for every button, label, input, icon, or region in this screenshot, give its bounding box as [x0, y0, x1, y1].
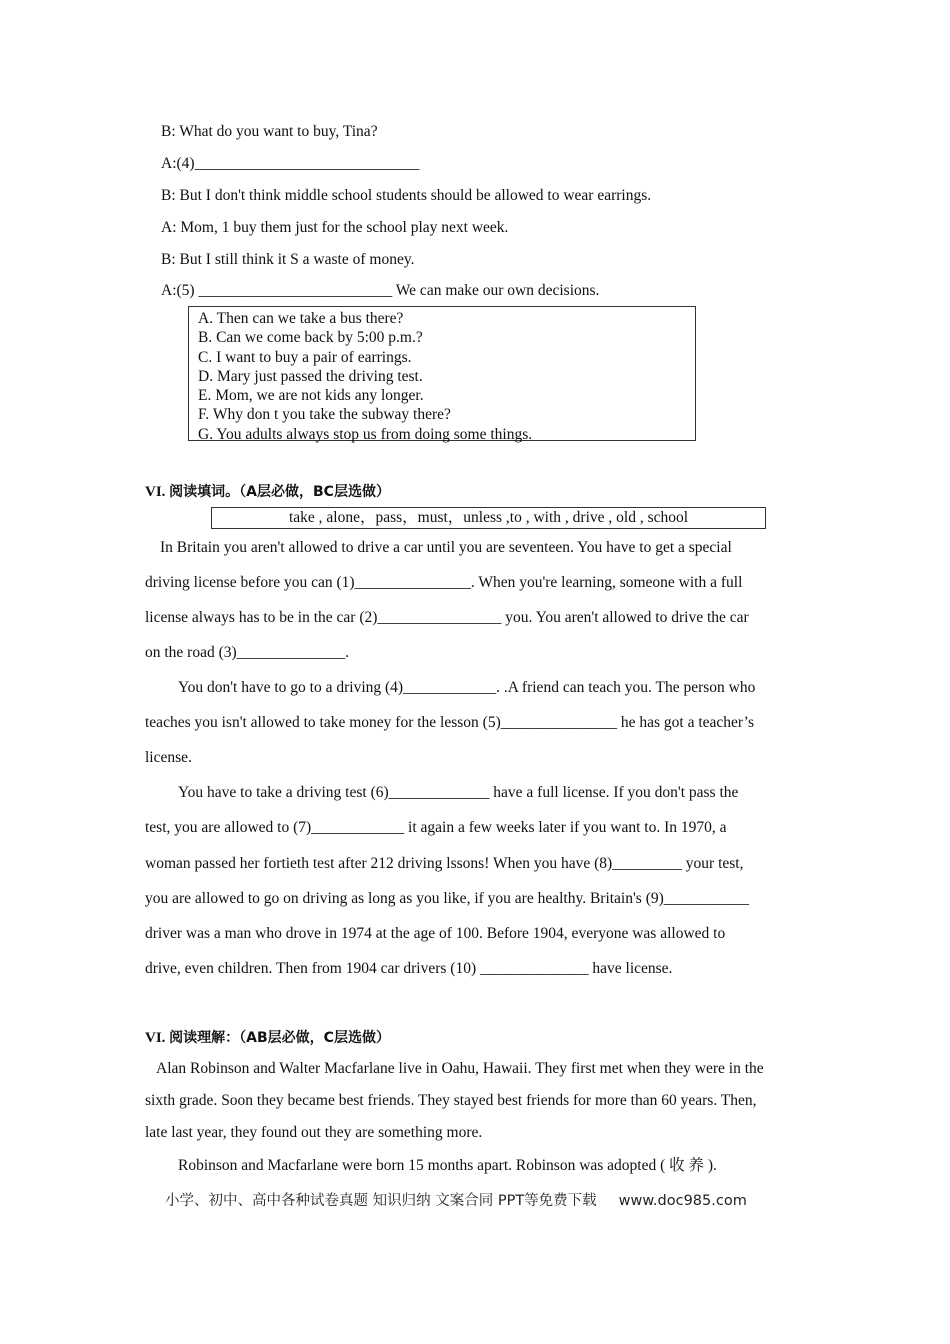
section-number: VI. [145, 484, 170, 500]
section-title: 阅读填词。（A层必做，BC层选做） [169, 484, 390, 500]
option-item: F. Why don t you take the subway there? [198, 406, 451, 424]
paragraph-line: teaches you isn't allowed to take money for the lesson (5)_______________ he has got a teacher’s [145, 714, 755, 731]
dialogue-line: B: What do you want to buy, Tina? [161, 123, 378, 140]
dialogue-line: B: But I still think it S a waste of money. [161, 251, 415, 268]
page-footer [165, 1190, 747, 1212]
section-heading-reading [145, 1028, 390, 1048]
paragraph-line: In Britain you aren't allowed to drive a car until you are seventeen. You have to get a special [160, 539, 732, 556]
word-bank-box: take , alone，pass，must，unless ,to , with , drive , old , school [211, 507, 766, 529]
paragraph-line: drive, even children. Then from 1904 car drivers (10) ______________ have license. [145, 960, 673, 977]
paragraph-line: Robinson and Macfarlane were born 15 months apart. Robinson was adopted ( 收 养 ). [178, 1157, 717, 1174]
paragraph-line: You have to take a driving test (6)_____________ have a full license. If you don't pass the [178, 784, 739, 801]
dialogue-line: B: But I don't think middle school students should be allowed to wear earrings. [161, 187, 652, 204]
option-item: G. You adults always stop us from doing some things. [198, 425, 533, 443]
paragraph-line: woman passed her fortieth test after 212 driving lssons! When you have (8)_________ your test, [145, 855, 744, 872]
footer-text: 小学、初中、高中各种试卷真题 知识归纳 文案合同 PPT等免费下载 [165, 1193, 597, 1209]
paragraph-line: Alan Robinson and Walter Macfarlane live in Oahu, Hawaii. They first met when they were in the [156, 1060, 764, 1077]
dialogue-line: A: Mom, 1 buy them just for the school play next week. [161, 219, 509, 236]
paragraph-line: driving license before you can (1)_______________. When you're learning, someone with a full [145, 574, 743, 591]
paragraph-line: sixth grade. Soon they became best friends. They stayed best friends for more than 60 years. Then, [145, 1092, 757, 1109]
footer-url: www.doc985.com [618, 1193, 747, 1209]
option-item: E. Mom, we are not kids any longer. [198, 387, 424, 405]
option-item: C. I want to buy a pair of earrings. [198, 348, 412, 366]
section-number: VI. [145, 1030, 170, 1046]
dialogue-line: A:(4)_____________________________ [161, 155, 420, 172]
paragraph-line: late last year, they found out they are something more. [145, 1124, 483, 1141]
paragraph-line: test, you are allowed to (7)____________ it again a few weeks later if you want to. In 1970, a [145, 819, 727, 836]
paragraph-line: license always has to be in the car (2)________________ you. You aren't allowed to drive the car [145, 609, 749, 626]
option-item: A. Then can we take a bus there? [198, 310, 404, 327]
section-title: 阅读理解：（AB层必做，C层选做） [169, 1030, 390, 1046]
section-heading-cloze [145, 482, 390, 502]
option-item: B. Can we come back by 5:00 p.m.? [198, 329, 423, 347]
paragraph-line: you are allowed to go on driving as long as you like, if you are healthy. Britain's (9)___________ [145, 890, 750, 907]
paragraph-line: on the road (3)______________. [145, 644, 350, 661]
paragraph-line: You don't have to go to a driving (4)____________. .A friend can teach you. The person who [178, 679, 756, 696]
paragraph-line: driver was a man who drove in 1974 at the age of 100. Before 1904, everyone was allowed to [145, 925, 726, 942]
paragraph-line: license. [145, 749, 192, 766]
option-item: D. Mary just passed the driving test. [198, 367, 423, 385]
options-box [188, 306, 696, 441]
dialogue-line: A:(5) _________________________ We can make our own decisions. [161, 282, 600, 299]
